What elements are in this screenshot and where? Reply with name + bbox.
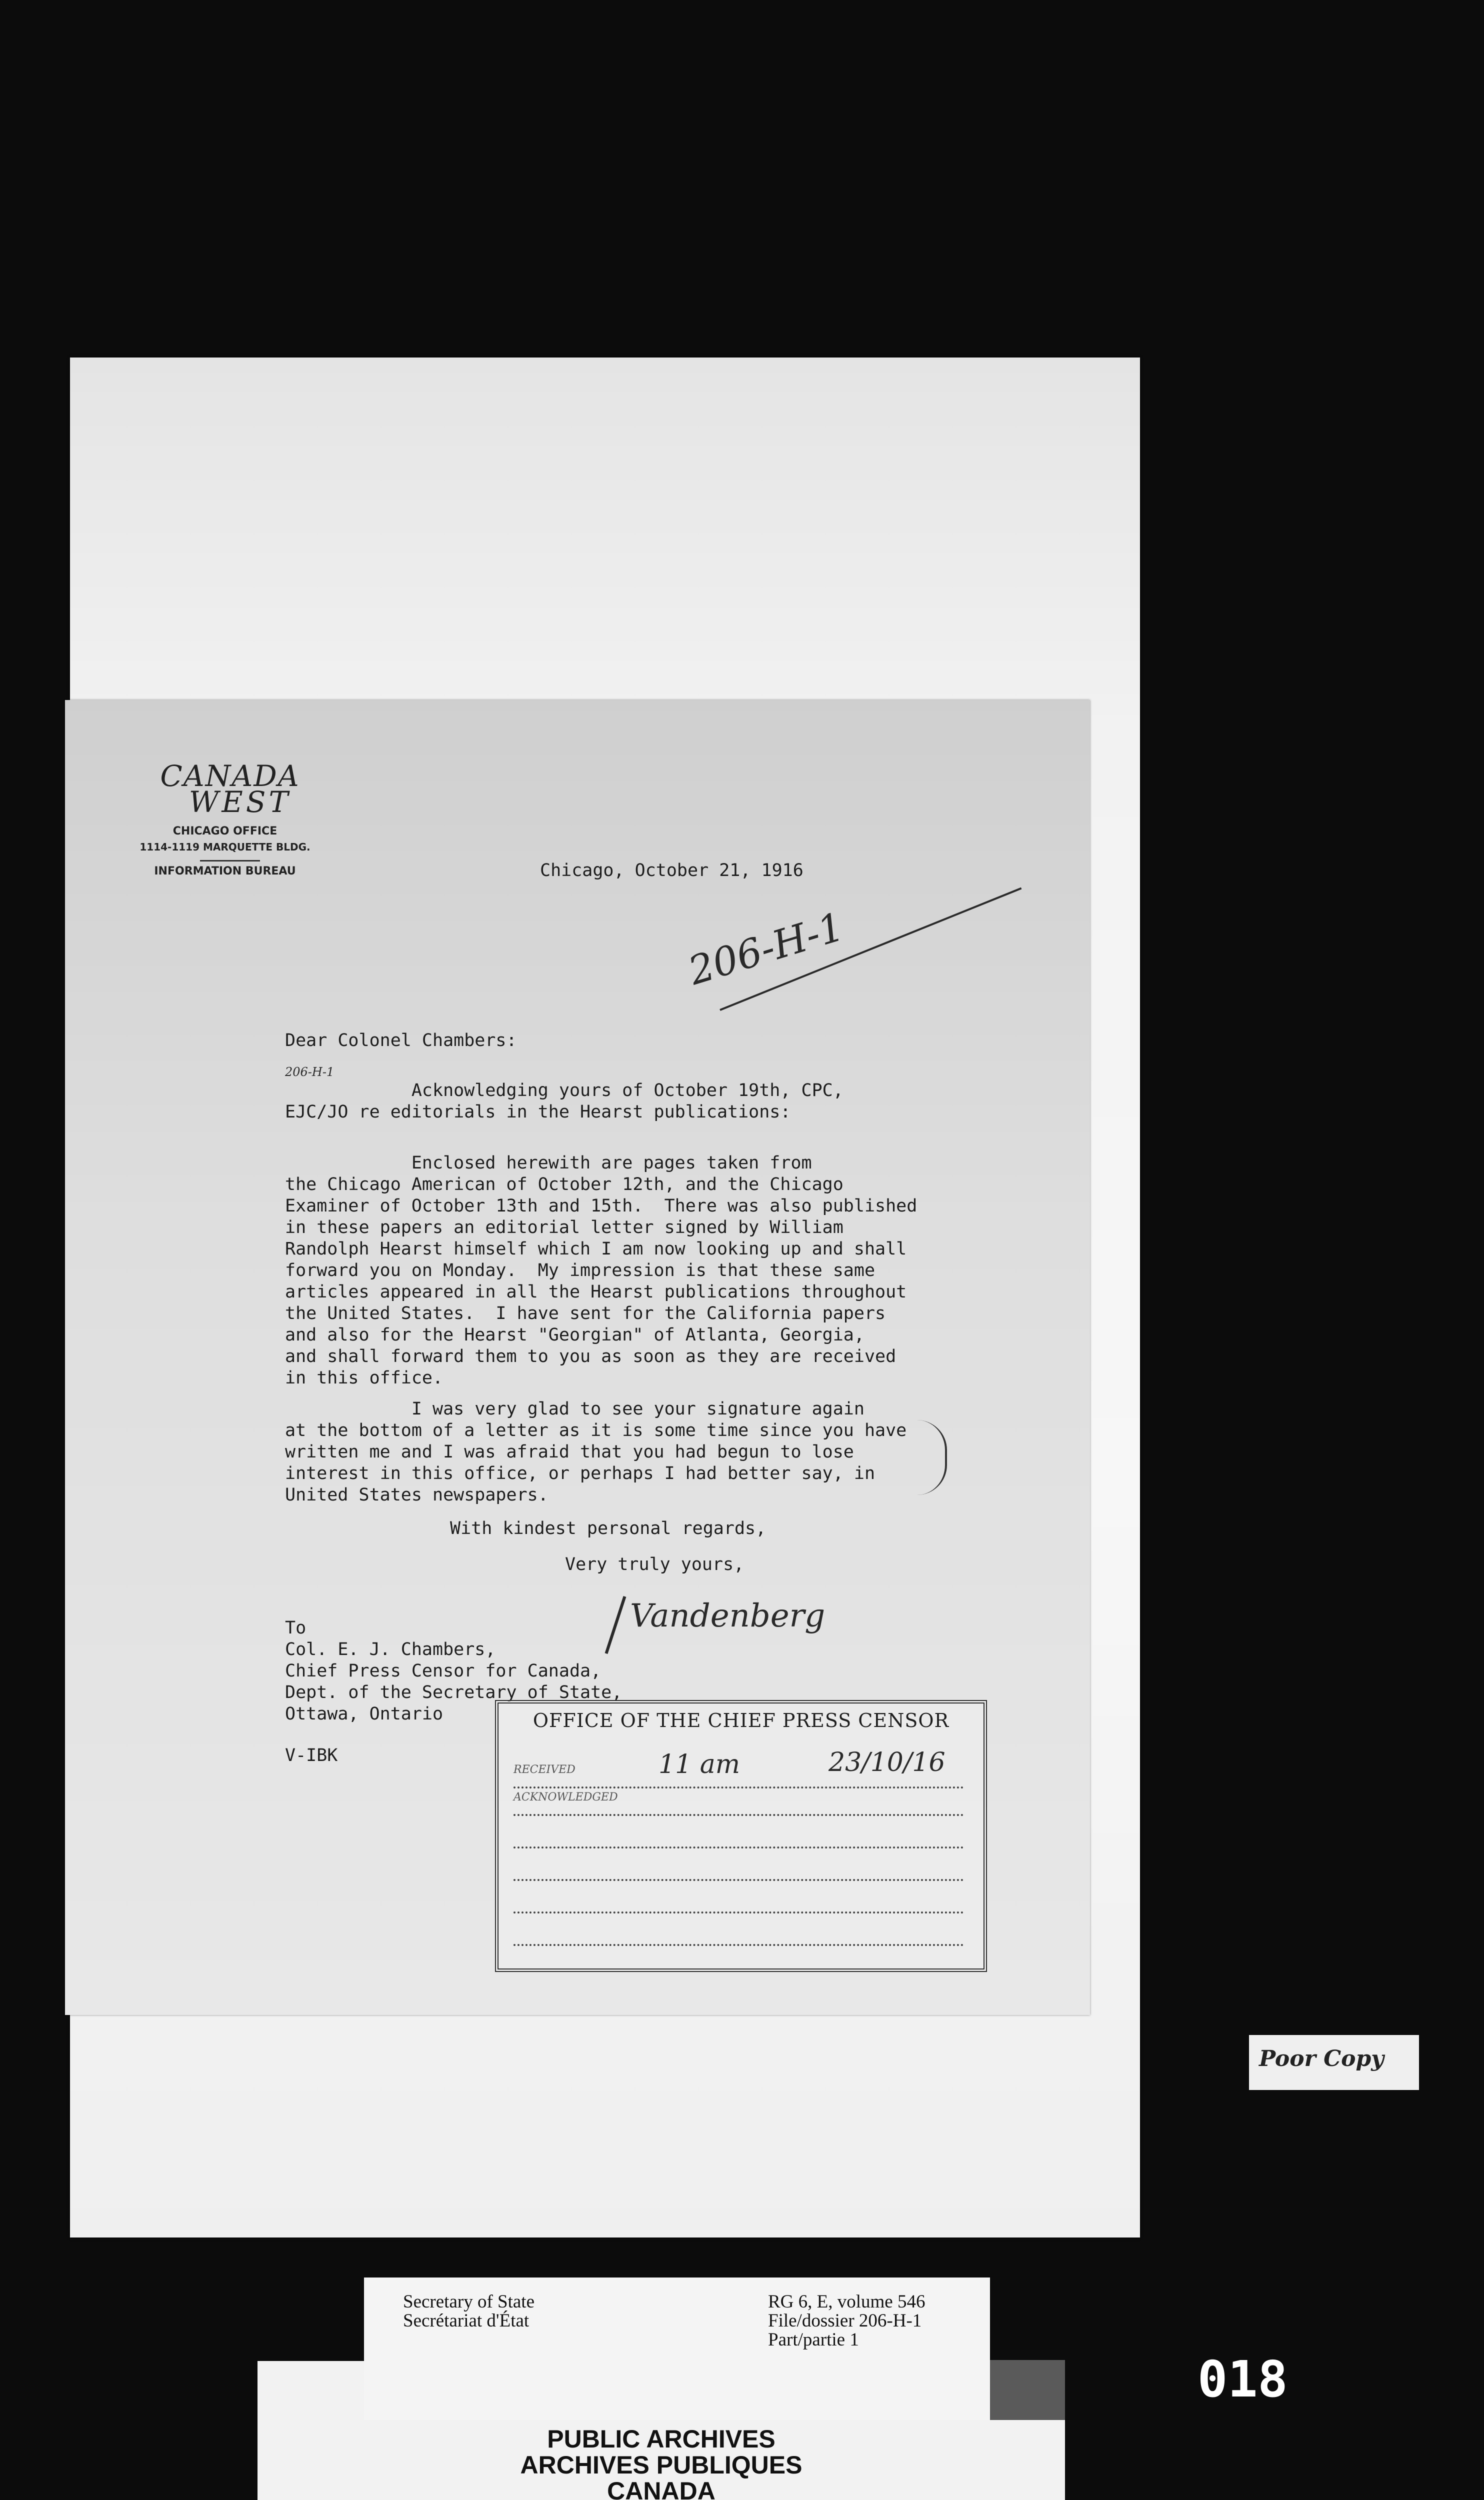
stamp-dotted-line: [514, 1814, 964, 1816]
paragraph-3: I was very glad to see your signature again at the bottom of a letter as it is some time since you have written me and I was afraid that you had begun to lose interest in this office, or perhaps I had better say, in United States newspapers.: [285, 1399, 907, 1505]
margin-note: 206-H-1: [285, 1065, 334, 1079]
poor-copy-label: [1249, 2035, 1419, 2090]
ref-file: File/dossier 206-H-1: [768, 2310, 922, 2331]
salutation: Dear Colonel Chambers:: [285, 1030, 517, 1050]
letterhead-logo-west: WEST: [188, 785, 292, 819]
dateline: Chicago, October 21, 1916: [540, 860, 804, 880]
archive-reference-label: [364, 2278, 990, 2420]
letterhead-bureau: INFORMATION BUREAU: [154, 865, 296, 878]
stamp-dotted-line: [514, 1786, 964, 1788]
stamp-date: 23/10/16: [828, 1748, 946, 1778]
reference-initials: V-IBK: [285, 1746, 338, 1766]
closing-regards: With kindest personal regards,: [450, 1518, 766, 1538]
stamp-acknowledged-label: ACKNOWLEDGED: [514, 1791, 618, 1804]
recipient-block: To Col. E. J. Chambers, Chief Press Censor for Canada, Dept. of the Secretary of State, Ottawa, Ontario: [285, 1618, 622, 1724]
paragraph-2: Enclosed herewith are pages taken from the Chicago American of October 12th, and the Chicago Examiner of October 13th and 15th. There was also published in these papers an editorial letter signed by William Randolph Hearst himself which I am now looking up and shall forward you on Monday. My impression is that these same articles appeared in all the Hearst publications throughout the United States. I have sent for the California papers and also for the Hearst "Georgian" of Atlanta, Georgia, and shall forward them to you as soon as they are received in this office.: [285, 1153, 918, 1388]
dept-english: Secretary of State: [403, 2292, 534, 2312]
stamp-dotted-line: [514, 1846, 964, 1848]
ref-record-group: RG 6, E, volume 546: [768, 2292, 926, 2312]
dept-french: Secrétariat d'État: [403, 2310, 530, 2331]
frame-number: [1198, 2350, 1348, 2408]
archives-line-2: ARCHIVES PUBLIQUES: [520, 2451, 802, 2479]
handwritten-bracket: [915, 1420, 947, 1495]
stamp-dotted-line: [514, 1878, 964, 1881]
ref-part: Part/partie 1: [768, 2330, 859, 2350]
stamp-dotted-line: [514, 1911, 964, 1914]
received-stamp: [495, 1700, 987, 1972]
signature: Vandenberg: [630, 1598, 826, 1634]
paragraph-1: Acknowledging yours of October 19th, CPC, EJC/JO re editorials in the Hearst publications:: [285, 1080, 844, 1122]
stamp-time: 11 am: [658, 1750, 740, 1780]
stamp-title: OFFICE OF THE CHIEF PRESS CENSOR: [532, 1710, 950, 1732]
stamp-dotted-line: [514, 1944, 964, 1946]
letterhead-address: 1114-1119 MARQUETTE BLDG.: [140, 841, 310, 853]
frame-number-text: 018: [1198, 2350, 1288, 2408]
handwritten-file-number: 206-H-1: [683, 904, 850, 994]
archives-title: [258, 2426, 1065, 2500]
closing-valediction: Very truly yours,: [565, 1554, 744, 1574]
poor-copy-text: Poor Copy: [1259, 2046, 1384, 2072]
archives-line-1: PUBLIC ARCHIVES: [547, 2425, 776, 2453]
archives-shadow: [990, 2360, 1065, 2420]
letterhead-office: CHICAGO OFFICE: [172, 825, 278, 838]
letter-page: [65, 700, 1090, 2015]
archives-line-3: CANADA: [607, 2477, 716, 2500]
letterhead-logo: CANADA: [160, 759, 300, 793]
letterhead-divider: [200, 860, 260, 862]
stamp-received-label: RECEIVED: [514, 1764, 576, 1776]
